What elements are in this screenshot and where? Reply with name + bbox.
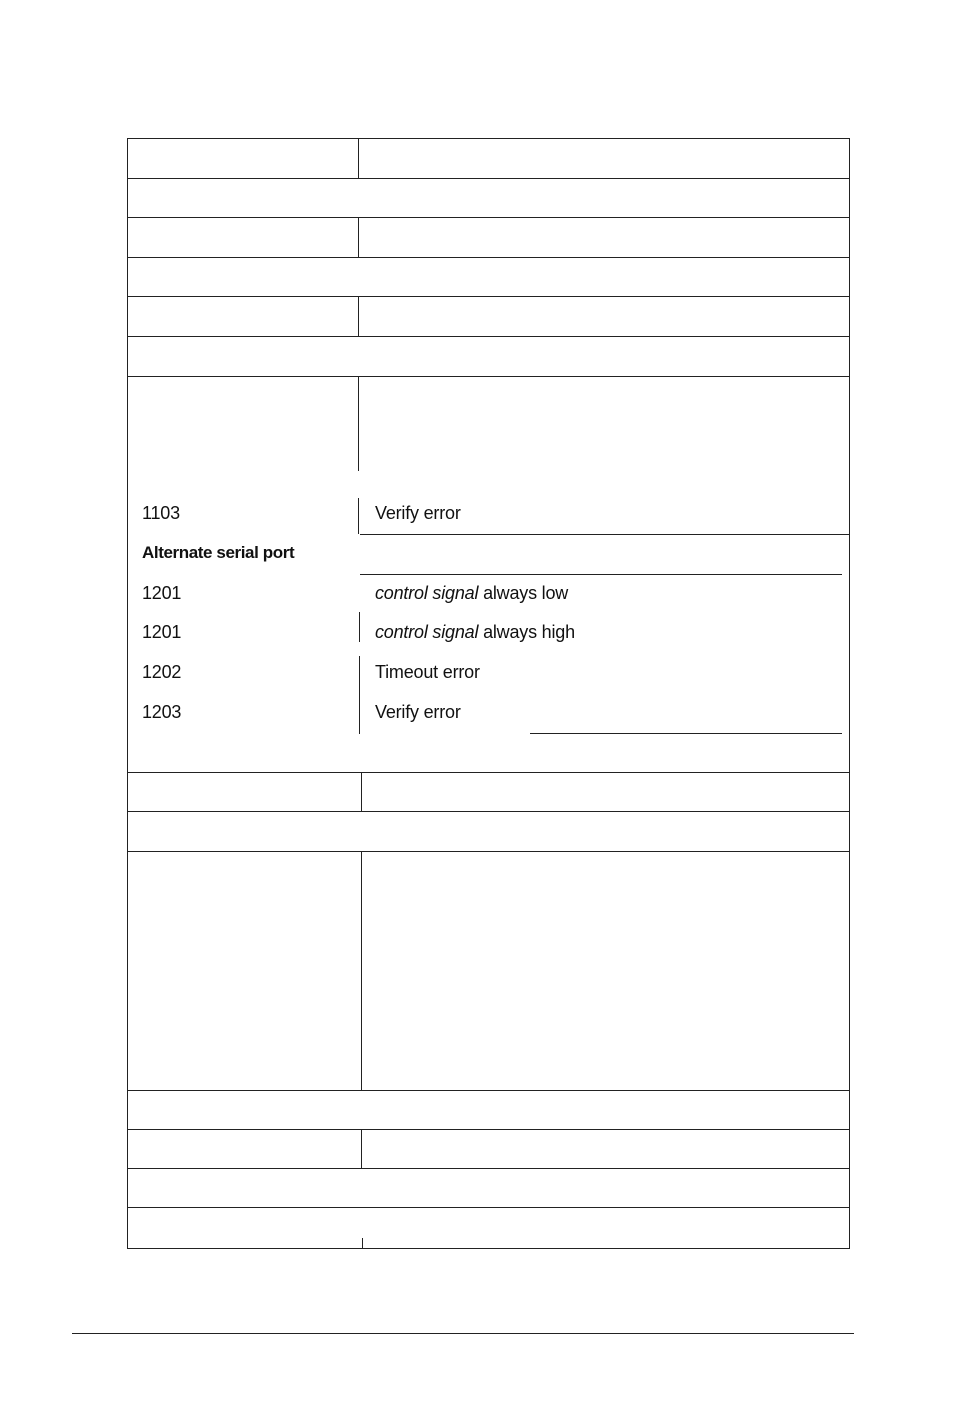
section-title: Alternate serial port — [142, 543, 295, 562]
column-divider — [358, 296, 359, 336]
description-text: always high — [478, 622, 575, 642]
table-rule — [127, 811, 849, 812]
table-rule — [360, 534, 849, 535]
table-rule — [127, 1090, 849, 1091]
footer-rule — [72, 1333, 854, 1334]
table-rule — [127, 138, 849, 139]
table-rule — [127, 1207, 849, 1208]
table-rule — [127, 376, 849, 377]
column-divider — [361, 851, 362, 1090]
description-text: always low — [478, 583, 569, 603]
column-divider — [358, 498, 359, 534]
column-divider — [358, 138, 359, 178]
error-description: Timeout error — [375, 662, 480, 682]
table-rule — [127, 1129, 849, 1130]
signal-name: control signal — [375, 583, 479, 603]
error-code: 1201 — [142, 622, 182, 642]
table-rule — [127, 336, 849, 337]
column-divider — [358, 217, 359, 257]
error-description — [375, 621, 575, 643]
table-rule — [127, 1248, 849, 1249]
error-description: Verify error — [375, 503, 461, 523]
signal-name: control signal — [375, 622, 479, 642]
column-divider — [361, 772, 362, 811]
table-rule — [127, 257, 849, 258]
error-code: 1202 — [142, 662, 182, 682]
table-right-border — [849, 138, 850, 1249]
table-rule — [127, 1168, 849, 1169]
column-divider — [359, 612, 360, 642]
column-divider — [359, 656, 360, 734]
column-divider — [361, 1129, 362, 1168]
table-rule — [127, 178, 849, 179]
error-code: 1203 — [142, 702, 182, 722]
table-rule — [530, 733, 842, 734]
error-description: Verify error — [375, 702, 461, 722]
error-code: 1103 — [142, 503, 180, 523]
error-description — [375, 582, 568, 604]
error-code: 1201 — [142, 583, 182, 603]
table-rule — [127, 772, 849, 773]
column-divider — [362, 1238, 363, 1248]
table-left-border — [127, 138, 128, 1249]
table-rule — [127, 217, 849, 218]
table-rule — [127, 851, 849, 852]
table-rule — [360, 574, 842, 575]
column-divider — [358, 376, 359, 471]
table-rule — [127, 296, 849, 297]
